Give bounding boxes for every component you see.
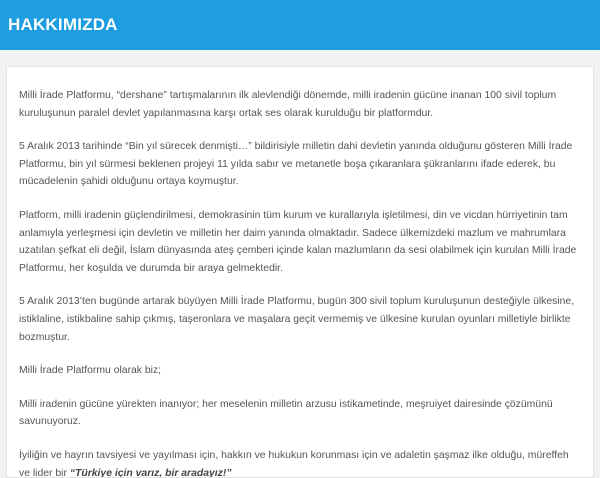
paragraph-declaration: 5 Aralık 2013 tarihinde “Bin yıl sürecek denmişti…” bildirisiyle milletin dahi devletin yanında olduğunu gösteren Milli İrade Platformu, bin yıl sürmesi beklenen projeyi 11 yılda sabır ve metanetle boşa çıkaranlara şükranlarını ifade ederek, bu mücadelenin şahidi olduğunu ortaya koymuştur. [19,138,580,191]
about-content-card [6,66,594,478]
page-title: HAKKIMIZDA [8,15,118,35]
paragraph-belief: Milli iradenin gücüne yürekten inanıyor; her meselenin milletin arzusu istikametinde, meşruiyet dairesinde çözümünü savunuyoruz. [19,396,580,431]
paragraph-we-as: Milli İrade Platformu olarak biz; [19,362,580,380]
paragraph-growth: 5 Aralık 2013’ten bugünde artarak büyüyen Milli İrade Platformu, bugün 300 sivil toplum kuruluşunun desteğiyle ülkesine, istiklaline, istikbaline sahip çıkmış, taşeronlara ve maşalara geçit vermemiş ve ülkesine kurulan oyunları milletiyle birlikte bozmuştur. [19,293,580,346]
closing-text: İyiliğin ve hayrın tavsiyesi ve yayılması için, hakkın ve hukukun korunması için ve adaletin şaşmaz ilke olduğu, müreffeh ve lider bir [19,450,569,478]
page-header [0,0,600,50]
closing-motto: “Türkiye için varız, bir aradayız!” [70,468,232,478]
paragraph-mission: Platform, milli iradenin güçlendirilmesi, demokrasinin tüm kurum ve kurallarıyla işletilmesi, din ve vicdan hürriyetinin tam anlamıyla yerleşmesi için devletin ve milletin her daim yanında olmaktadır. Sadece ülkemizdeki mazlum ve mahrumlara uzatılan şefkat eli değil, İslam dünyasında ateş çemberi içinde kalan mazlumların da sesi olabilmek için kurulan Milli İrade Platformu, her koşulda ve durumda bir araya gelmektedir. [19,207,580,277]
paragraph-closing [19,447,580,478]
paragraph-intro: Milli İrade Platformu, “dershane” tartışmalarının ilk alevlendiği dönemde, milli iradenin gücüne inanan 100 sivil toplum kuruluşunun paralel devlet yapılanmasına karşı ortak ses olarak kurulduğu bir platformdur. [19,87,580,122]
